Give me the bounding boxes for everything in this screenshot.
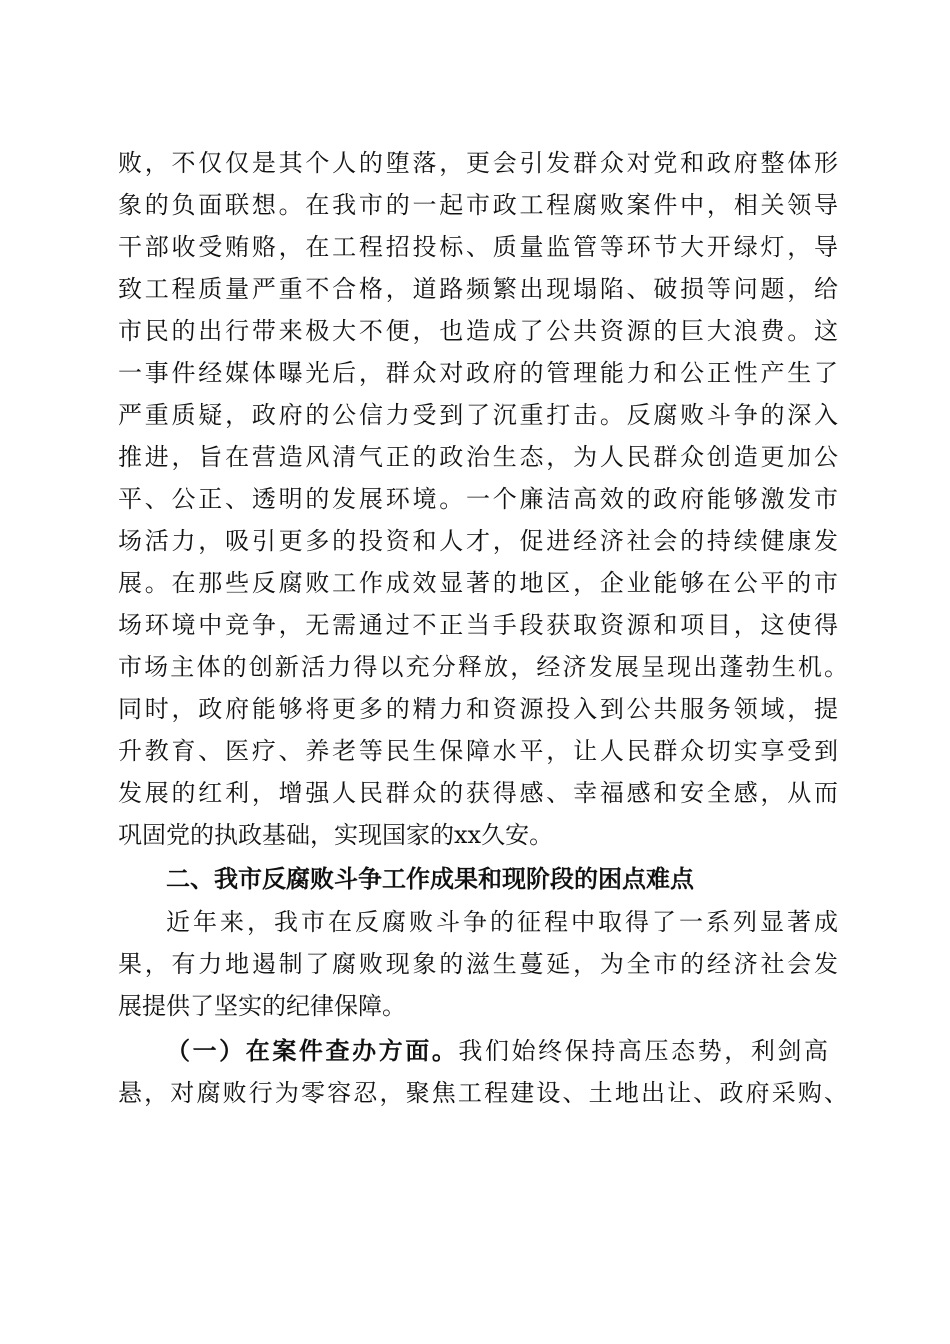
paragraph-line: 展。在那些反腐败工作成效显著的地区，企业能够在公平的市 [118, 569, 838, 597]
paragraph-line: 巩固党的执政基础，实现国家的xx久安。 [118, 821, 554, 849]
paragraph-line: 致工程质量严重不合格，道路频繁出现塌陷、破损等问题，给 [118, 275, 838, 303]
paragraph-line: 严重质疑，政府的公信力受到了沉重打击。反腐败斗争的深入 [118, 401, 838, 429]
paragraph-line: 发展的红利，增强人民群众的获得感、幸福感和安全感，从而 [118, 779, 838, 807]
paragraph-line: 展提供了坚实的纪律保障。 [118, 992, 406, 1020]
paragraph-line: 市场主体的创新活力得以充分释放，经济发展呈现出蓬勃生机。 [118, 653, 848, 681]
paragraph-line: 悬，对腐败行为零容忍，聚焦工程建设、土地出让、政府采购、 [118, 1079, 848, 1107]
paragraph-line: 败，不仅仅是其个人的堕落，更会引发群众对党和政府整体形 [118, 149, 838, 177]
paragraph-line: 升教育、医疗、养老等民生保障水平，让人民群众切实享受到 [118, 737, 838, 765]
paragraph-line: 一事件经媒体曝光后，群众对政府的管理能力和公正性产生了 [118, 359, 838, 387]
paragraph-text: 我们始终保持高压态势，利剑高 [458, 1037, 829, 1065]
subsection-lead: （一）在案件查办方面。 [166, 1037, 459, 1065]
paragraph-line [166, 1036, 828, 1066]
paragraph-line: 推进，旨在营造风清气正的政治生态，为人民群众创造更加公 [118, 443, 838, 471]
paragraph-line: 场环境中竞争，无需通过不正当手段获取资源和项目，这使得 [118, 611, 838, 639]
paragraph-line: 场活力，吸引更多的投资和人才，促进经济社会的持续健康发 [118, 527, 838, 555]
paragraph-line: 干部收受贿赂，在工程招投标、质量监管等环节大开绿灯，导 [118, 233, 838, 261]
paragraph-line: 象的负面联想。在我市的一起市政工程腐败案件中，相关领导 [118, 191, 838, 219]
paragraph-line: 近年来，我市在反腐败斗争的征程中取得了一系列显著成 [166, 908, 838, 936]
section-heading: 二、我市反腐败斗争工作成果和现阶段的困点难点 [166, 865, 694, 893]
paragraph-line: 果，有力地遏制了腐败现象的滋生蔓延，为全市的经济社会发 [118, 950, 838, 978]
paragraph-line: 市民的出行带来极大不便，也造成了公共资源的巨大浪费。这 [118, 317, 838, 345]
paragraph-line: 同时，政府能够将更多的精力和资源投入到公共服务领域，提 [118, 695, 838, 723]
paragraph-line: 平、公正、透明的发展环境。一个廉洁高效的政府能够激发市 [118, 485, 838, 513]
